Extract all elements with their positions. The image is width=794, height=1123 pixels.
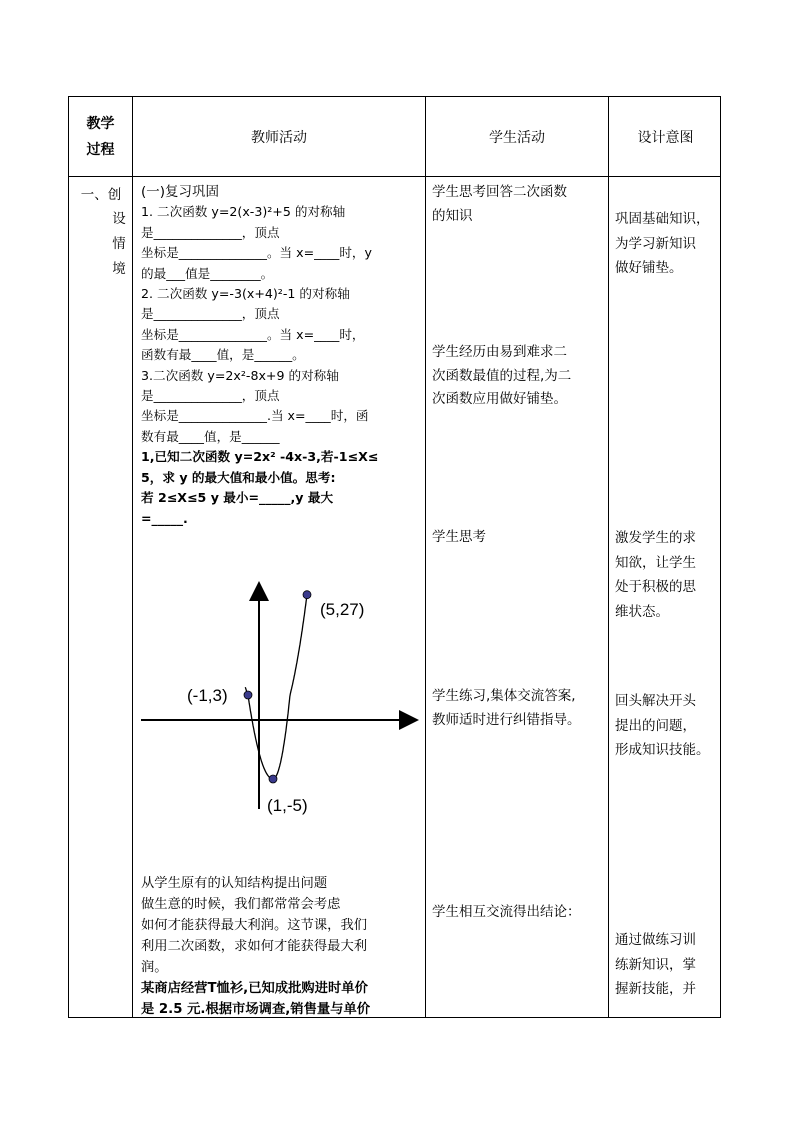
intent-block-3 xyxy=(615,689,722,763)
graph-point xyxy=(269,775,277,783)
stage-char: 境 xyxy=(112,261,126,277)
intent-text: 巩固基础知识， xyxy=(615,211,710,227)
student-text: 学生经历由易到难求二 xyxy=(432,344,567,360)
intent-text: 为学习新知识 xyxy=(615,235,696,252)
stage-char: 设 xyxy=(112,211,126,227)
student-block-2 xyxy=(432,341,608,412)
review-heading: (一)复习巩固 xyxy=(141,184,220,200)
header-col1-line2: 过程 xyxy=(86,142,115,158)
graph-point-label: (5,27) xyxy=(320,600,365,619)
header-teaching-process xyxy=(69,97,132,177)
intent-text: 维状态。 xyxy=(615,603,669,620)
student-text: 教师适时进行纠错指导。 xyxy=(432,711,581,728)
problem-line: 某商店经营T恤衫,已知成批购进时单价 xyxy=(141,981,368,996)
column-divider xyxy=(608,97,609,1017)
stage-label-line1: 一、创 xyxy=(80,187,122,203)
exercise-line: 1,已知二次函数 y=2x² -4x-3,若-1≤X≤ xyxy=(141,449,379,465)
intro-line: 如何才能获得最大利润。这节课，我们 xyxy=(141,918,368,933)
graph-point xyxy=(244,691,252,699)
intro-title: 从学生原有的认知结构提出问题 xyxy=(141,876,328,891)
student-block-1 xyxy=(432,181,608,228)
intent-block-1 xyxy=(615,207,722,281)
intent-text: 处于积极的思 xyxy=(615,579,696,595)
intro-line: 利用二次函数，求如何才能获得最大利 xyxy=(141,939,368,954)
review-line: 是______________，顶点 xyxy=(141,388,280,404)
review-line: 1. 二次函数 y=2(x-3)²+5 的对称轴 xyxy=(141,204,346,220)
parabola-curve xyxy=(245,595,307,779)
intent-text: 练新知识，掌 xyxy=(615,956,696,973)
student-text: 学生思考 xyxy=(432,529,486,545)
problem-line: 是 2.5 元.根据市场调查,销售量与单价 xyxy=(141,1002,371,1017)
stage-char: 情 xyxy=(112,236,126,252)
intro-line: 做生意的时候，我们都常常会考虑 xyxy=(141,897,341,912)
student-text: 学生思考回答二次函数 xyxy=(432,184,567,200)
review-line: 3.二次函数 y=2x²-8x+9 的对称轴 xyxy=(141,367,339,383)
review-line: 是______________，顶点 xyxy=(141,224,280,240)
header-design-intent: 设计意图 xyxy=(637,130,694,146)
graph-point-label: (1,-5) xyxy=(267,796,308,815)
intent-text: 通过做练习训 xyxy=(615,932,696,948)
graph-point xyxy=(303,591,311,599)
intent-text: 回头解决开头 xyxy=(615,693,696,709)
review-line: 数有最____值，是______ xyxy=(141,428,280,444)
header-teacher-activity: 教师活动 xyxy=(251,130,307,146)
intent-text: 提出的问题， xyxy=(615,717,696,734)
intent-text: 形成知识技能。 xyxy=(615,742,710,758)
student-text: 学生练习,集体交流答案, xyxy=(432,688,576,704)
exercise-line: 5，求 y 的最大值和最小值。思考: xyxy=(141,469,336,485)
review-line: 坐标是______________。当 x=____时，y xyxy=(141,245,372,261)
student-block-4 xyxy=(432,685,608,732)
review-line: 2. 二次函数 y=-3(x+4)²-1 的对称轴 xyxy=(141,286,350,302)
student-text: 次函数最值的过程,为二 xyxy=(432,367,572,384)
student-block-5 xyxy=(432,901,608,925)
intro-line: 润。 xyxy=(141,960,168,975)
intent-text: 握新技能，并 xyxy=(615,981,696,997)
student-text: 学生相互交流得出结论： xyxy=(432,904,581,920)
exercise-line: =_____. xyxy=(141,510,188,526)
intent-block-4 xyxy=(615,928,722,1002)
review-line: 是______________，顶点 xyxy=(141,306,280,322)
intent-text: 做好铺垫。 xyxy=(615,260,683,276)
student-block-3 xyxy=(432,526,608,550)
intent-block-2 xyxy=(615,526,722,624)
intent-text: 激发学生的求 xyxy=(615,530,696,546)
header-col1-line1: 教学 xyxy=(86,116,115,132)
intent-text: 知欲，让学生 xyxy=(615,554,696,571)
review-line: 坐标是______________。当 x=____时， xyxy=(141,326,365,342)
review-line: 函数有最____值，是______。 xyxy=(141,347,305,363)
parabola-graph xyxy=(137,579,427,924)
graph-point-label: (-1,3) xyxy=(187,686,228,705)
review-line: 的最___值是________。 xyxy=(141,265,274,281)
student-text: 的知识 xyxy=(432,207,473,224)
review-line: 坐标是______________.当 x=____时，函 xyxy=(141,408,369,424)
student-text: 次函数应用做好铺垫。 xyxy=(432,391,567,407)
exercise-line: 若 2≤X≤5 y 最小=_____,y 最大 xyxy=(141,490,334,506)
lesson-plan-table xyxy=(68,96,721,1018)
header-student-activity: 学生活动 xyxy=(489,130,545,146)
teacher-review-block xyxy=(141,182,426,529)
